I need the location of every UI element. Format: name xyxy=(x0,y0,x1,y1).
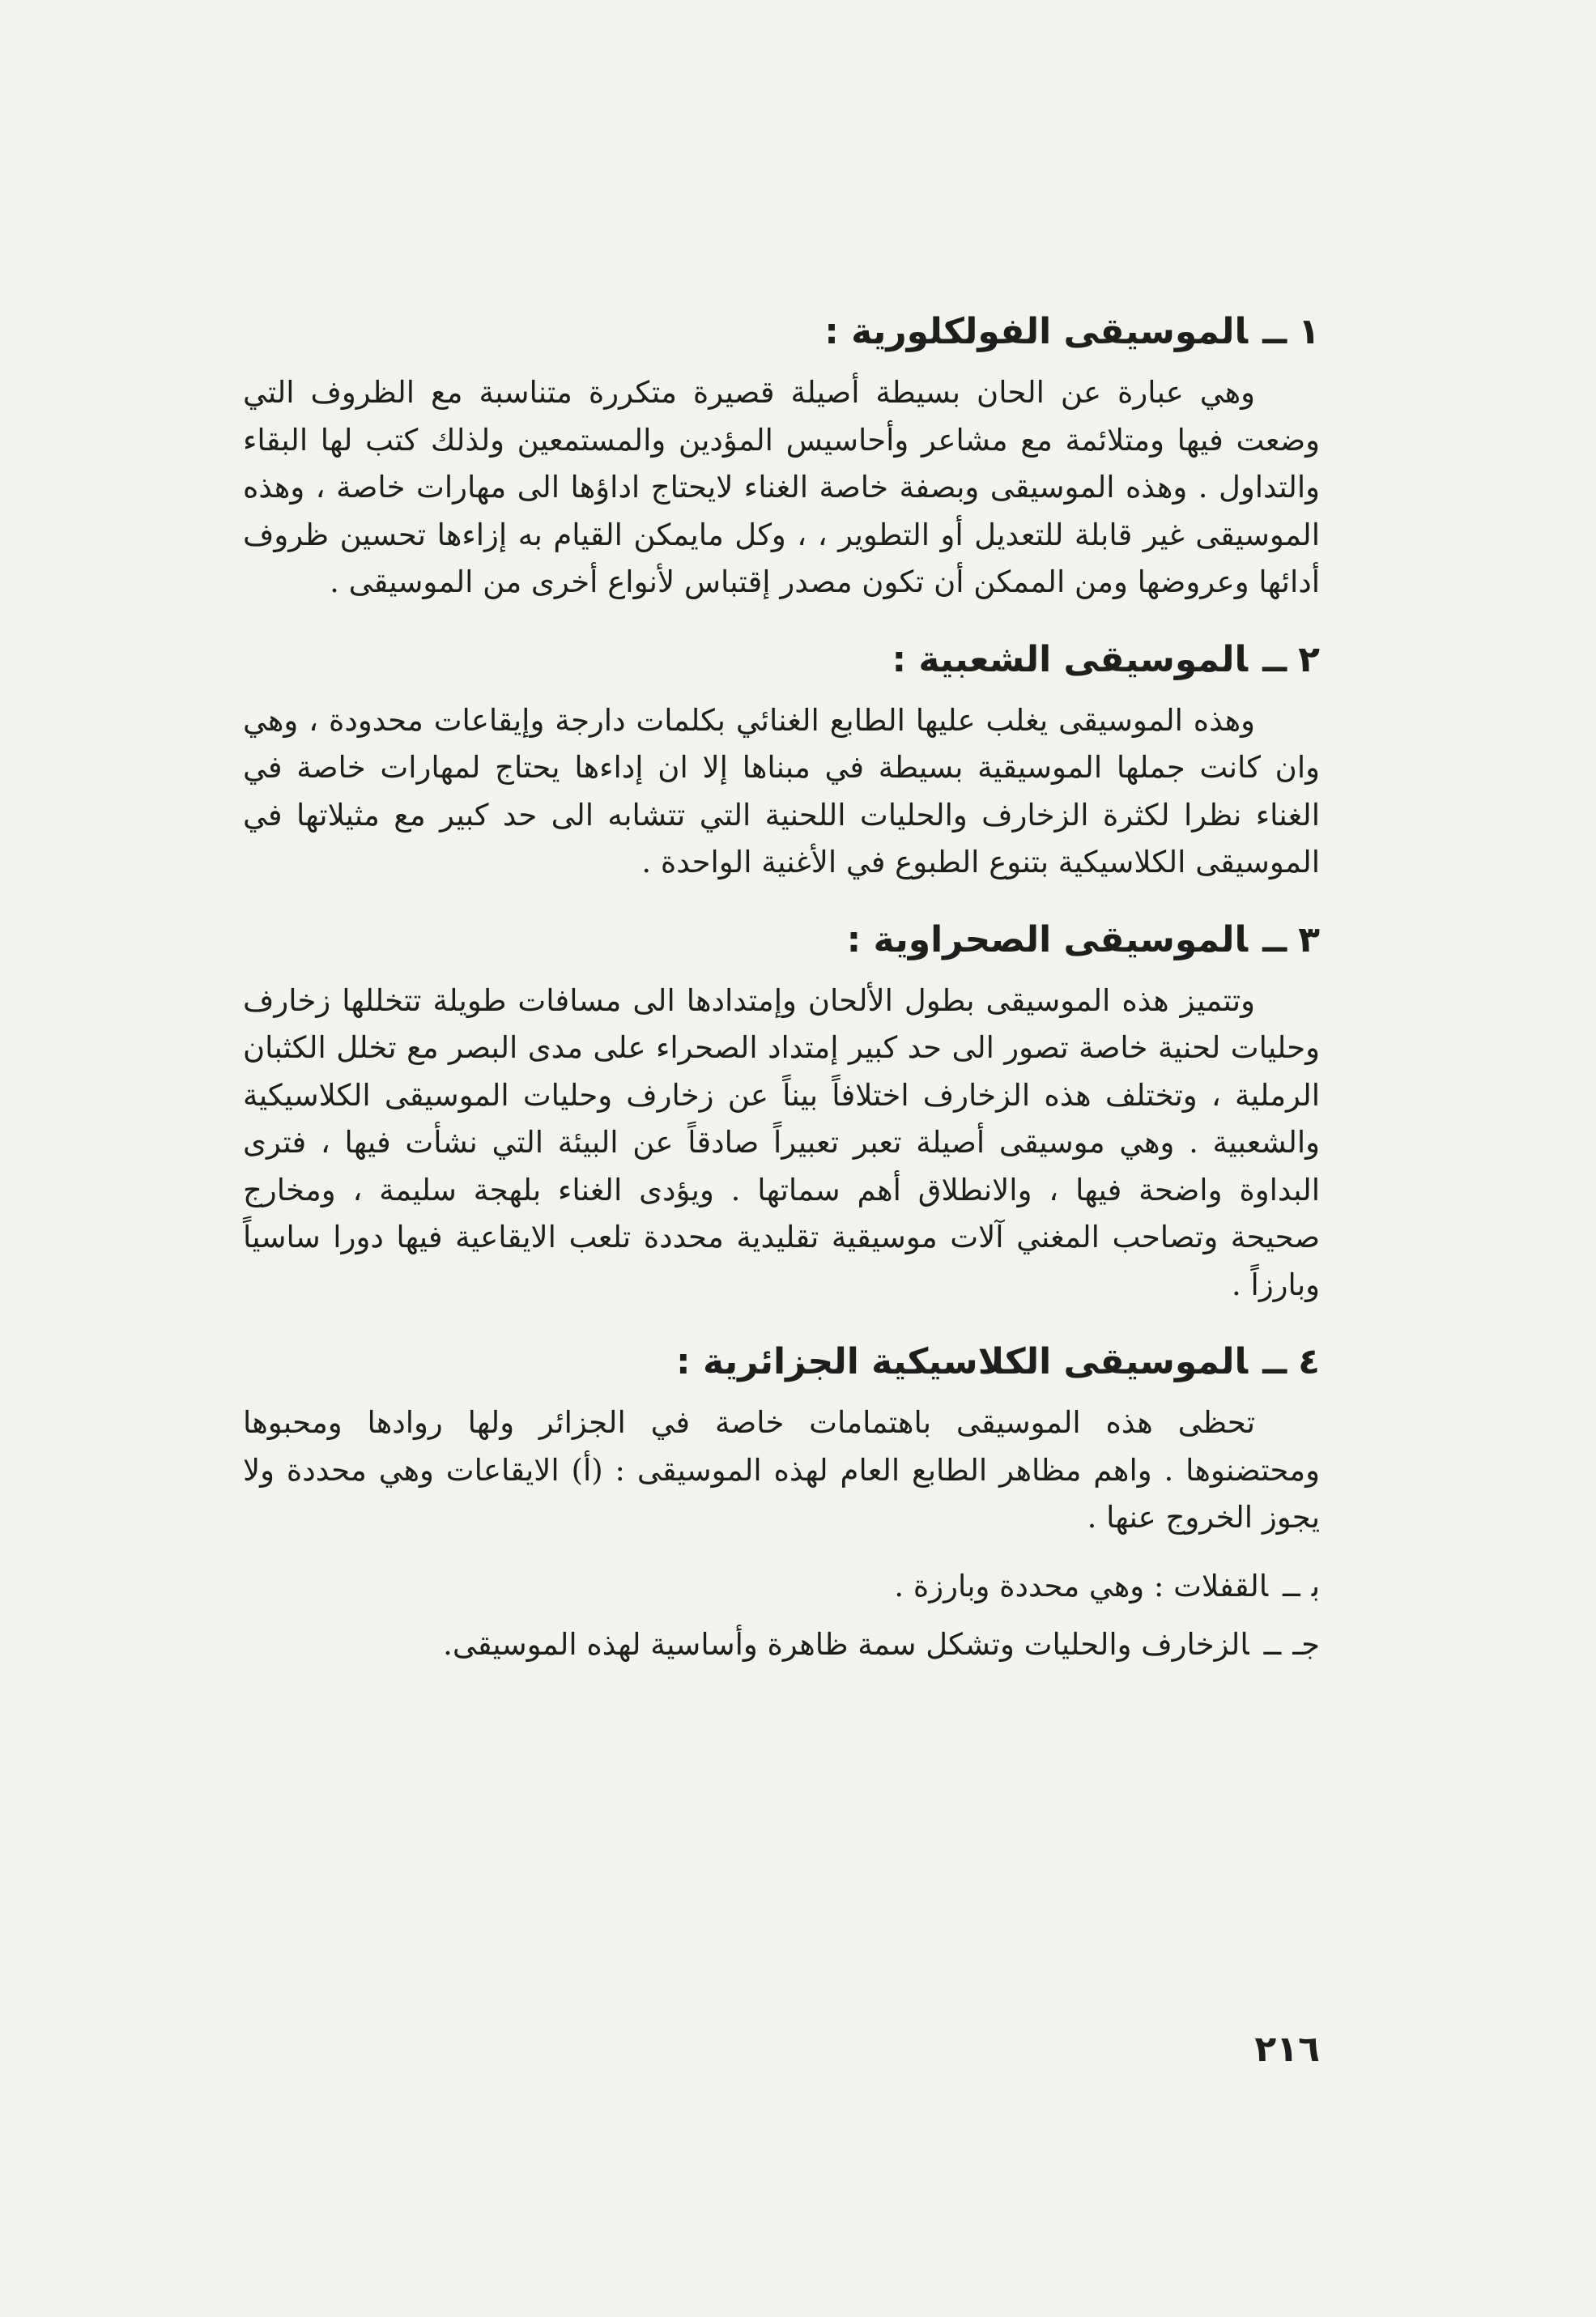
section-dash: ــ xyxy=(1262,1341,1287,1382)
section-folkloric-music xyxy=(243,300,1320,607)
section-heading xyxy=(243,300,1320,364)
section-saharan-music xyxy=(243,908,1320,1310)
section-popular-music xyxy=(243,628,1320,887)
section-dash: ــ xyxy=(1262,918,1287,960)
section-heading xyxy=(243,1330,1320,1395)
page-number: ٢١٦ xyxy=(1254,2029,1320,2070)
section-dash: ــ xyxy=(1262,638,1287,680)
section-number: ٢ xyxy=(1298,638,1320,680)
section-classical-algerian-music xyxy=(243,1330,1320,1542)
section-number: ٤ xyxy=(1298,1341,1320,1382)
section-title: الموسيقى الشعبية : xyxy=(892,638,1249,680)
section-body: وتتميز هذه الموسيقى بطول الألحان وإمتدادها الى مسافات طويلة تتخللها زخارف وحليات لحنية خاصة تصور الى حد كبير إمتداد الصحراء على مدى البصر مع تخلل الكثبان الرملية ، وتختلف هذه الزخارف اختلافاً بيناً عن زخارف وحليات الموسيقى الكلاسيكية والشعبية . وهي موسيقى أصيلة تعبر تعبيراً صادقاً عن البيئة التي نشأت فيها ، فترى البداوة واضحة فيها ، والانطلاق أهم سماتها . ويؤدى الغناء بلهجة سليمة ، ومخارج صحيحة وتصاحب المغني آلات موسيقية تقليدية محددة تلعب الايقاعية فيها دورا ساسياً وبارزاً . xyxy=(243,982,1320,1302)
list-item-b xyxy=(243,1563,1320,1611)
section-heading xyxy=(243,908,1320,973)
item-label: ب xyxy=(1311,1568,1320,1604)
section-body: وهي عبارة عن الحان بسيطة أصيلة قصيرة متكررة متناسبة مع الظروف التي وضعت فيها ومتلائمة مع مشاعر وأحاسيس المؤدين والمستمعين ولذلك كتب لها البقاء والتداول . وهذه الموسيقى وبصفة خاصة الغناء لايحتاج اداؤها الى مهارات خاصة ، وهذه الموسيقى غير قابلة للتعديل أو التطوير ، ، وكل مايمكن القيام به إزاءها تحسين ظروف أدائها وعروضها ومن الممكن أن تكون مصدر إقتباس لأنواع أخرى من الموسيقى . xyxy=(243,375,1320,599)
item-dash: ــ xyxy=(1283,1568,1300,1604)
item-text: الزخارف والحليات وتشكل سمة ظاهرة وأساسية لهذه الموسيقى. xyxy=(443,1627,1249,1662)
section-title: الموسيقى الفولكلورية : xyxy=(824,311,1249,352)
section-heading xyxy=(243,628,1320,692)
item-text: القفلات : وهي محددة وبارزة . xyxy=(894,1568,1268,1604)
section-title: الموسيقى الصحراوية : xyxy=(846,918,1249,960)
section-number: ٣ xyxy=(1298,918,1320,960)
section-title: الموسيقى الكلاسيكية الجزائرية : xyxy=(676,1341,1249,1382)
item-dash: ــ xyxy=(1263,1627,1282,1662)
item-label: جـ xyxy=(1292,1627,1320,1662)
section-dash: ــ xyxy=(1262,311,1287,352)
section-body: وهذه الموسيقى يغلب عليها الطابع الغنائي بكلمات دارجة وإيقاعات محدودة ، وهي وان كانت جملها الموسيقية بسيطة في مبناها إلا ان إداءها يحتاج لمهارات خاصة في الغناء نظرا لكثرة الزخارف والحليات اللحنية التي تتشابه الى حد كبير مع مثيلاتها في الموسيقى الكلاسيكية بتنوع الطبوع في الأغنية الواحدة . xyxy=(243,702,1320,880)
section-number: ١ xyxy=(1298,311,1320,352)
section-body: تحظى هذه الموسيقى باهتمامات خاصة في الجزائر ولها روادها ومحبوها ومحتضنوها . واهم مظاهر الطابع العام لهذه الموسيقى : (أ) الايقاعات وهي محددة ولا يجوز الخروج عنها . xyxy=(243,1405,1320,1535)
page-content xyxy=(243,300,1320,1680)
list-item-j xyxy=(243,1621,1320,1669)
